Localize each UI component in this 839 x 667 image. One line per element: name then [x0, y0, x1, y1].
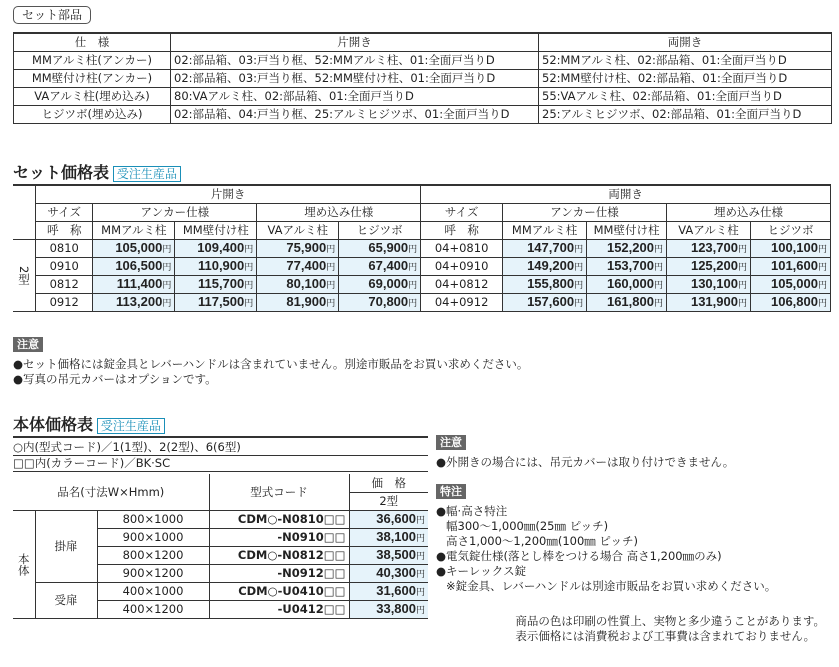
note-text: ●写真の吊元カバーはオプションです。 [13, 372, 217, 386]
price-cell: 81,900円 [257, 293, 339, 311]
legend-color-code: □□内(カラーコード)／BK·SC [13, 455, 428, 471]
dim-cell: 400×1000 [97, 582, 209, 600]
note-text: ●幅·高さ特注 [436, 504, 508, 518]
size-cell: 04+0910 [421, 257, 503, 275]
code-cell: -N0912□□ [209, 564, 349, 582]
table-row [13, 257, 831, 275]
ryo-cell: 25:アルミヒジツボ、02:部品箱、01:全面戸当りD [539, 105, 832, 123]
va-al-header: VAアルミ柱 [666, 221, 750, 239]
price-cell: 117,500円 [175, 293, 257, 311]
set-price-badge: 受注生産品 [113, 166, 181, 182]
col-price: 価 格 [349, 474, 428, 492]
hiji-header: ヒジツボ [339, 221, 421, 239]
price-cell: 106,800円 [750, 293, 830, 311]
price-cell: 77,400円 [257, 257, 339, 275]
note-text: ●外開きの場合には、吊元カバーは取り付けできません。 [436, 455, 735, 469]
ryo-cell: 52:MMアルミ柱、02:部品箱、01:全面戸当りD [539, 51, 832, 69]
price-cell: 40,300円 [349, 564, 428, 582]
notes-section-1 [13, 336, 528, 387]
price-cell: 131,900円 [666, 293, 750, 311]
col-code: 型式コード [209, 474, 349, 510]
footer-notes [515, 614, 825, 644]
footer-line: 商品の色は印刷の性質上、実物と多少違うことがあります。 [515, 614, 825, 628]
custom-order-section [436, 483, 776, 594]
price-cell: 105,000円 [750, 275, 830, 293]
table-row [13, 293, 831, 311]
table-row [13, 239, 831, 257]
kata-cell: 80:VAアルミ柱、02:部品箱、01:全面戸当りD [171, 87, 539, 105]
note-text: ※錠金具、レバーハンドルは別途市販品をお買い求めください。 [446, 579, 777, 593]
va-al-header: VAアルミ柱 [257, 221, 339, 239]
price-cell: 152,200円 [587, 239, 667, 257]
price-cell: 101,600円 [750, 257, 830, 275]
ryo-cell: 52:MM壁付け柱、02:部品箱、01:全面戸当りD [539, 69, 832, 87]
size-cell: 0812 [36, 275, 93, 293]
table-row [13, 510, 428, 528]
price-cell: 65,900円 [339, 239, 421, 257]
size-cell: 04+0912 [421, 293, 503, 311]
custom-order-label: 特注 [436, 484, 466, 499]
size-label: サイズ [421, 203, 503, 221]
yobi-label: 呼 称 [36, 221, 93, 239]
legend-type-code: ○内(型式コード)／1(1型)、2(2型)、6(6型) [13, 440, 241, 454]
size-cell: 04+0812 [421, 275, 503, 293]
price-cell: 115,700円 [175, 275, 257, 293]
dim-cell: 900×1200 [97, 564, 209, 582]
col-type: 2型 [349, 492, 428, 510]
price-cell: 69,000円 [339, 275, 421, 293]
mm-kabe-header: MM壁付け柱 [175, 221, 257, 239]
price-cell: 157,600円 [503, 293, 587, 311]
size-cell: 0912 [36, 293, 93, 311]
price-cell: 155,800円 [503, 275, 587, 293]
notes-label: 注意 [436, 435, 466, 450]
code-cell: -N0910□□ [209, 528, 349, 546]
notes-label: 注意 [13, 337, 43, 352]
price-cell: 149,200円 [503, 257, 587, 275]
ryo-cell: 55:VAアルミ柱、02:部品箱、01:全面戸当りD [539, 87, 832, 105]
col-spec: 仕 様 [14, 33, 171, 51]
spec-cell: MM壁付け柱(アンカー) [14, 69, 171, 87]
price-cell: 147,700円 [503, 239, 587, 257]
price-cell: 31,600円 [349, 582, 428, 600]
set-price-heading [13, 160, 181, 183]
set-price-title: セット価格表 [13, 163, 110, 182]
type-label: 2型 [13, 239, 36, 311]
mm-al-header: MMアルミ柱 [93, 221, 175, 239]
col-ryo: 両開き [539, 33, 832, 51]
table-row [13, 275, 831, 293]
price-cell: 105,000円 [93, 239, 175, 257]
kata-cell: 02:部品箱、03:戸当り框、52:MM壁付け柱、01:全面戸当りD [171, 69, 539, 87]
note-text: 高さ1,000～1,200㎜(100㎜ ピッチ) [446, 534, 638, 548]
note-text: ●キーレックス錠 [436, 564, 527, 578]
set-price-table [13, 184, 831, 312]
body-price-badge: 受注生産品 [97, 418, 165, 434]
code-cell: CDM○-N0810□□ [209, 510, 349, 528]
note-text: ●セット価格には錠金具とレバーハンドルは含まれていません。別途市販品をお買い求めください。 [13, 357, 529, 371]
price-cell: 109,400円 [175, 239, 257, 257]
note-text: ●電気錠仕様(落とし棒をつける場合 高さ1,200㎜のみ) [436, 549, 722, 563]
price-cell: 70,800円 [339, 293, 421, 311]
price-cell: 111,400円 [93, 275, 175, 293]
dim-cell: 800×1200 [97, 546, 209, 564]
price-cell: 130,100円 [666, 275, 750, 293]
price-cell: 160,000円 [587, 275, 667, 293]
price-cell: 33,800円 [349, 600, 428, 618]
anchor-header: アンカー仕様 [93, 203, 257, 221]
spec-cell: VAアルミ柱(埋め込み) [14, 87, 171, 105]
price-cell: 110,900円 [175, 257, 257, 275]
code-cell: -U0412□□ [209, 600, 349, 618]
notes-section-2 [436, 434, 734, 470]
size-cell: 0810 [36, 239, 93, 257]
price-cell: 106,500円 [93, 257, 175, 275]
col-kata: 片開き [171, 33, 539, 51]
body-price-table [13, 474, 428, 619]
body-price-title: 本体価格表 [13, 415, 94, 434]
kata-cell: 02:部品箱、04:戸当り框、25:アルミヒジツボ、01:全面戸当りD [171, 105, 539, 123]
price-cell: 38,500円 [349, 546, 428, 564]
hiji-header: ヒジツボ [750, 221, 830, 239]
note-text: 幅300～1,000㎜(25㎜ ピッチ) [446, 519, 609, 533]
size-cell: 04+0810 [421, 239, 503, 257]
price-cell: 67,400円 [339, 257, 421, 275]
ryo-header: 両開き [421, 185, 831, 203]
code-cell: CDM○-N0812□□ [209, 546, 349, 564]
mm-al-header: MMアルミ柱 [503, 221, 587, 239]
legend [13, 436, 428, 472]
spec-cell: ヒジツボ(埋め込み) [14, 105, 171, 123]
price-cell: 80,100円 [257, 275, 339, 293]
size-label: サイズ [36, 203, 93, 221]
kake-label: 掛扉 [35, 510, 97, 582]
umekomi-header: 埋め込み仕様 [257, 203, 421, 221]
kata-cell: 02:部品箱、03:戸当り框、52:MMアルミ柱、01:全面戸当りD [171, 51, 539, 69]
footer-line: 表示価格には消費税および工事費は含まれておりません。 [515, 629, 816, 643]
price-cell: 161,800円 [587, 293, 667, 311]
yobi-label: 呼 称 [421, 221, 503, 239]
price-cell: 113,200円 [93, 293, 175, 311]
dim-cell: 400×1200 [97, 600, 209, 618]
price-cell: 38,100円 [349, 528, 428, 546]
price-cell: 123,700円 [666, 239, 750, 257]
group-label: 本体 [13, 510, 35, 618]
anchor-header: アンカー仕様 [503, 203, 667, 221]
size-cell: 0910 [36, 257, 93, 275]
dim-cell: 800×1000 [97, 510, 209, 528]
kata-header: 片開き [36, 185, 421, 203]
uke-label: 受扉 [35, 582, 97, 618]
body-price-heading [13, 412, 165, 435]
price-cell: 100,100円 [750, 239, 830, 257]
table-row [13, 582, 428, 600]
mm-kabe-header: MM壁付け柱 [587, 221, 667, 239]
spec-cell: MMアルミ柱(アンカー) [14, 51, 171, 69]
price-cell: 75,900円 [257, 239, 339, 257]
price-cell: 36,600円 [349, 510, 428, 528]
set-parts-table [13, 32, 832, 124]
price-cell: 153,700円 [587, 257, 667, 275]
umekomi-header: 埋め込み仕様 [666, 203, 830, 221]
dim-cell: 900×1000 [97, 528, 209, 546]
col-name: 品名(寸法W×Hmm) [13, 474, 209, 510]
code-cell: CDM○-U0410□□ [209, 582, 349, 600]
price-cell: 125,200円 [666, 257, 750, 275]
set-parts-tag: セット部品 [13, 6, 91, 24]
